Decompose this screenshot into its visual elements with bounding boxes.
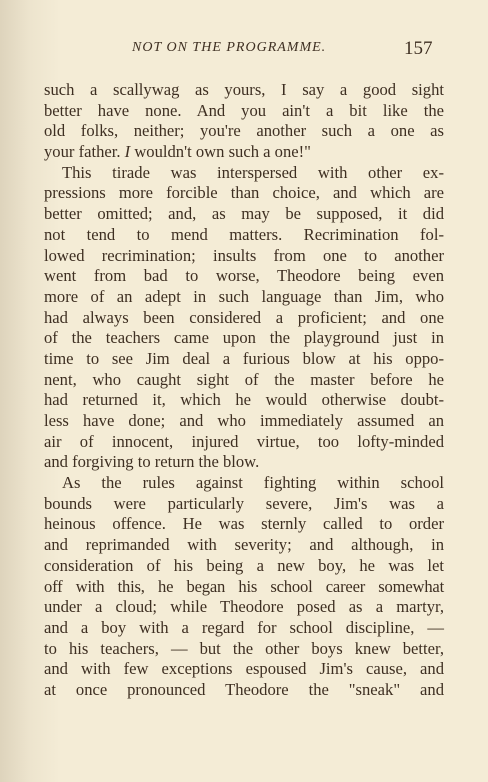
text-line: heinous offence. He was sternly called to order bbox=[44, 514, 444, 534]
text-line: not tend to mend matters. Recrimination fol- bbox=[44, 224, 444, 244]
running-head: NOT ON THE PROGRAMME. bbox=[132, 40, 327, 55]
page-header bbox=[0, 40, 488, 64]
text-line: less have done; and who immediately assumed an bbox=[44, 411, 444, 430]
text-line: at once pronounced Theodore the "sneak" and bbox=[44, 679, 444, 699]
text-line: air of innocent, injured virtue, too lofty-minded bbox=[44, 431, 444, 451]
text-line: to his teachers, — but the other boys knew better, bbox=[44, 638, 444, 658]
text-line: and reprimanded with severity; and although, in bbox=[44, 535, 444, 555]
text-span: wouldn't own such a one!" bbox=[130, 142, 311, 162]
text-line: went from bad to worse, Theodore being even bbox=[44, 266, 444, 286]
text-line: had always been considered a proficient; and one bbox=[44, 307, 444, 327]
text-line: more of an adept in such language than Jim, who bbox=[44, 286, 444, 306]
text-line: nent, who caught sight of the master before he bbox=[44, 369, 444, 389]
text-line: better omitted; and, as may be supposed, it did bbox=[44, 204, 444, 224]
text-line: and with few exceptions espoused Jim's cause, and bbox=[44, 659, 444, 679]
text-line: under a cloud; while Theodore posed as a martyr, bbox=[44, 597, 444, 617]
text-span: your father. bbox=[44, 142, 125, 162]
text-line: such a scallywag as yours, I say a good sight bbox=[44, 80, 444, 99]
page-number: 157 bbox=[404, 38, 433, 59]
text-line: off with this, he began his school career somewhat bbox=[44, 576, 444, 596]
text-line: As the rules against fighting within school bbox=[62, 473, 444, 493]
text-line: had returned it, which he would otherwise doubt- bbox=[44, 390, 444, 410]
text-line: time to see Jim deal a furious blow at his oppo- bbox=[44, 348, 444, 368]
text-line: This tirade was interspersed with other ex- bbox=[62, 162, 444, 182]
text-line: of the teachers came upon the playground just in bbox=[44, 328, 444, 348]
text-line: bounds were particularly severe, Jim's was a bbox=[44, 493, 444, 513]
text-line: and forgiving to return the blow. bbox=[44, 452, 260, 472]
text-line bbox=[44, 142, 444, 163]
italic-text: I bbox=[124, 142, 131, 162]
text-line: pressions more forcible than choice, and which are bbox=[44, 183, 444, 203]
text-line: better have none. And you ain't a bit like the bbox=[44, 100, 444, 120]
text-line: lowed recrimination; insults from one to another bbox=[44, 245, 444, 265]
text-line: old folks, neither; you're another such a one as bbox=[44, 121, 444, 141]
text-line: consideration of his being a new boy, he was let bbox=[44, 555, 444, 575]
body-text bbox=[44, 80, 444, 701]
text-line: and a boy with a regard for school discipline, — bbox=[44, 617, 444, 637]
